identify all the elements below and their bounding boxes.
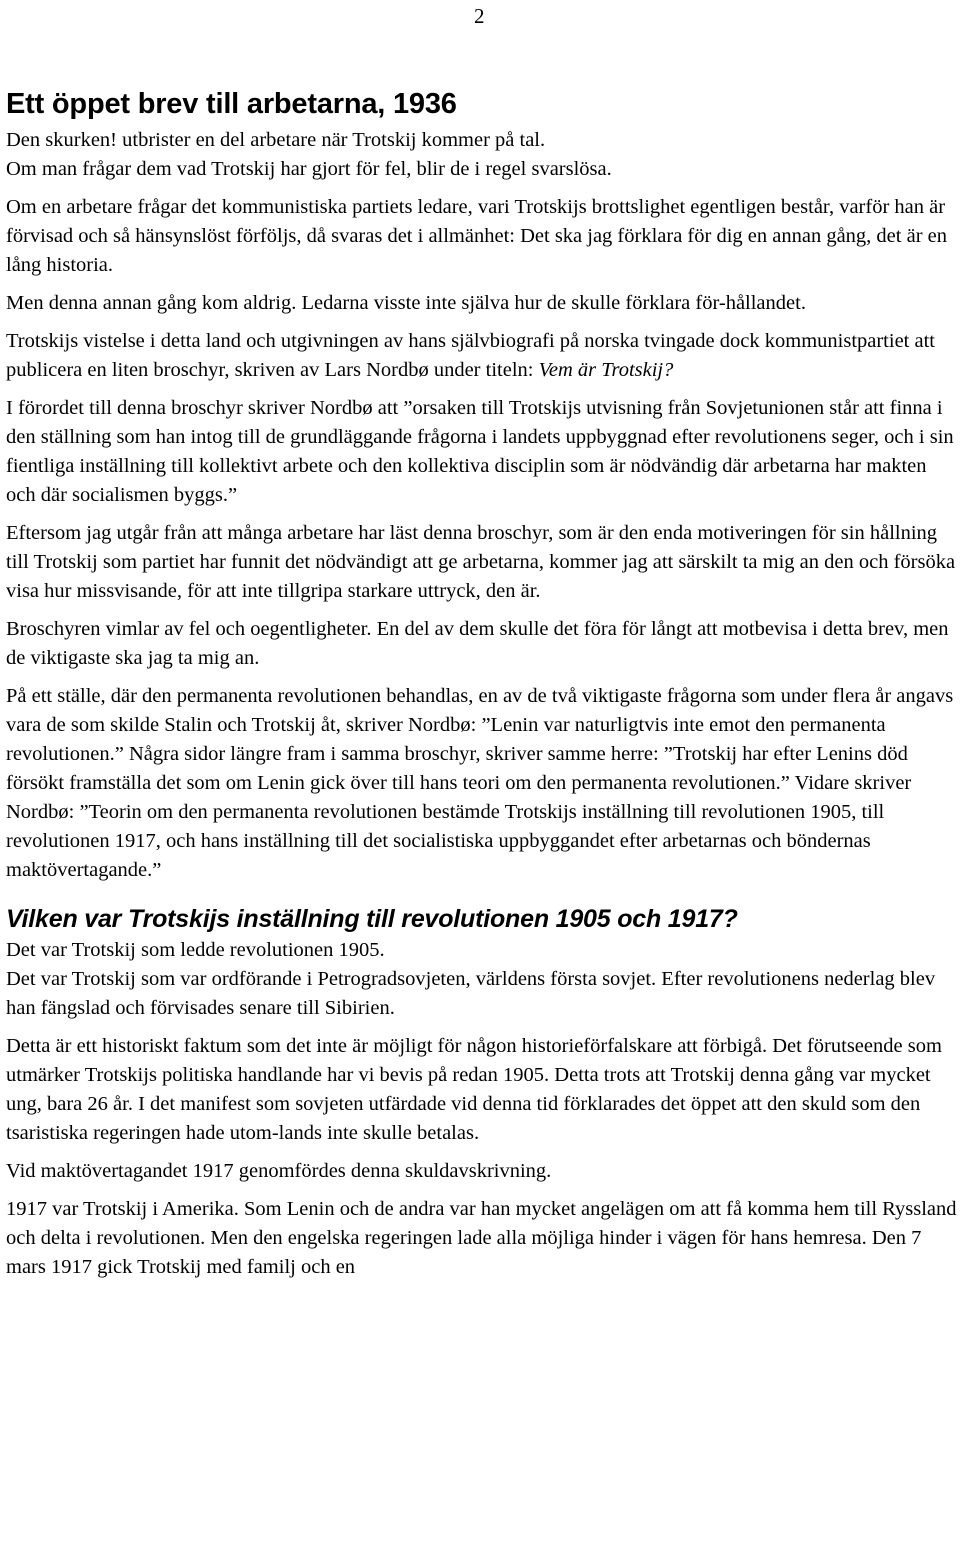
brochure-title: Vem är Trotskij?	[538, 359, 674, 381]
page-number: 2	[474, 4, 485, 28]
paragraph: Det var Trotskij som ledde revolutionen 1905.	[6, 939, 385, 961]
paragraph: Om en arbetare frågar det kommunistiska partiets ledare, vari Trotskijs brottslighet egentligen består, varför han är förvisad och så hänsynslöst förföljs, då svaras det i allmänhet: Det ska jag förklara för dig en annan gång, det är en lång historia.	[6, 196, 947, 276]
paragraph: Eftersom jag utgår från att många arbetare har läst denna broschyr, som är den enda motiveringen för sin hållning till Trotskij som partiet har funnit det nödvändigt att ge arbetarna, kommer jag att särskilt ta mig an den och försöka visa hur missvisande, för att inte tillgripa starkare uttryck, den är.	[6, 522, 956, 602]
paragraph: Vid maktövertagandet 1917 genomfördes denna skuldavskrivning.	[6, 1160, 552, 1182]
paragraph: Broschyren vimlar av fel och oegentligheter. En del av dem skulle det föra för långt att motbevisa i detta brev, men de viktigaste ska jag ta mig an.	[6, 618, 949, 669]
paragraph: Men denna annan gång kom aldrig. Ledarna visste inte själva hur de skulle förklara för-hållandet.	[6, 292, 806, 314]
main-heading: Ett öppet brev till arbetarna, 1936	[6, 88, 457, 120]
paragraph-text: Trotskijs vistelse i detta land och utgivningen av hans självbiografi på norska tvingade dock kommunistpartiet att publicera en liten broschyr, skriven av Lars Nordbø under titeln:	[6, 330, 935, 381]
section-heading: Vilken var Trotskijs inställning till revolutionen 1905 och 1917?	[6, 905, 738, 933]
paragraph: På ett ställe, där den permanenta revolutionen behandlas, en av de två viktigaste frågorna som under flera år angavs vara de som skilde Stalin och Trotskij åt, skriver Nordbø: ”Lenin var naturligtvis inte emot den permanenta revolutionen.” Några sidor längre fram i samma broschyr, skriver samme herre: ”Trotskij har efter Lenins död försökt framställa det som om Lenin gick över till hans teori om den permanenta revolutionen.” Vidare skriver Nordbø: ”Teorin om den permanenta revolutionen bestämde Trotskijs inställning till revolutionen 1905, till revolutionen 1917, och hans inställning till det socialistiska uppbyggandet efter arbetarnas och böndernas maktövertagande.”	[6, 685, 954, 881]
paragraph: Den skurken! utbrister en del arbetare när Trotskij kommer på tal.	[6, 129, 546, 151]
paragraph: Detta är ett historiskt faktum som det inte är möjligt för någon historieförfalskare att förbigå. Det förutseende som utmärker Trotskijs politiska handlande har vi bevis på redan 1905. Detta trots att Trotskij denna gång var mycket ung, bara 26 år. I det manifest som sovjeten utfärdade vid denna tid förklarades det öppet att den skuld som den tsaristiska regeringen hade utom-lands inte skulle betalas.	[6, 1035, 942, 1144]
paragraph: Det var Trotskij som var ordförande i Petrogradsovjeten, världens första sovjet. Efter revolutionens nederlag blev han fängslad och förvisades senare till Sibirien.	[6, 968, 936, 1019]
paragraph: I förordet till denna broschyr skriver Nordbø att ”orsaken till Trotskijs utvisning från Sovjetunionen står att finna i den ställning som han intog till de grundläggande frågorna i landets uppbyggnad efter revolutionens seger, och i sin fientliga inställning till kollektivt arbete och den kollektiva disciplin som är nödvändig där arbetarna har makten och där socialismen byggs.”	[6, 397, 954, 506]
document-body	[6, 86, 958, 1291]
paragraph: 1917 var Trotskij i Amerika. Som Lenin och de andra var han mycket angelägen om att få komma hem till Ryssland och delta i revolutionen. Men den engelska regeringen lade alla möjliga hinder i vägen för hans hemresa. Den 7 mars 1917 gick Trotskij med familj och en	[6, 1198, 957, 1278]
paragraph	[6, 327, 958, 385]
paragraph: Om man frågar dem vad Trotskij har gjort för fel, blir de i regel svarslösa.	[6, 158, 612, 180]
